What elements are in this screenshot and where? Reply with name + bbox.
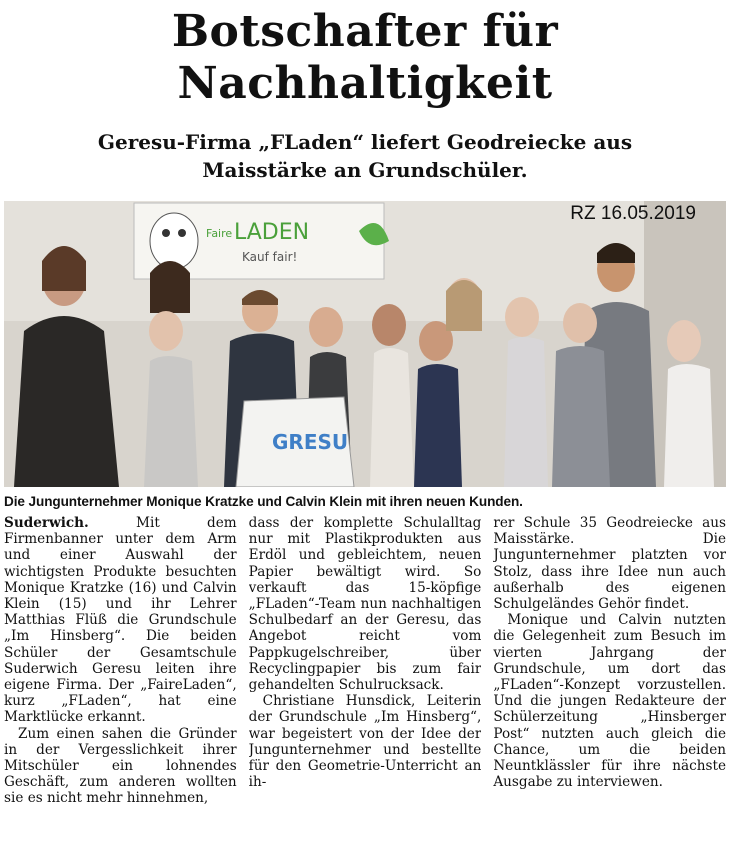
banner-slogan-text: Kauf fair! <box>242 250 298 264</box>
paragraph: rer Schule 35 Geodreiecke aus Maisstärke. Die Jungunternehmer platzten vor Stolz, dass ihre Idee nun auch außerhalb des eigenen Schulgeländes Gehör findet. <box>493 515 727 613</box>
paragraph: Monique und Calvin nutzten die Gelegenheit zum Besuch im vierten Jahrgang der Grundschule, um dort das „FLaden“-Konzept vorzustellen. Und die jungen Redakteure der Schülerzeitung „Hinsberger Post“ nutzten auch gleich die Chance, um die beiden Neuntklässler für ihre nächste Ausgabe zu interviewen. <box>493 612 727 791</box>
column-1 <box>4 515 237 840</box>
article-body <box>4 515 726 840</box>
headline-line-1: Botschafter für <box>171 6 559 57</box>
paragraph-text: Mit dem Firmenbanner unter dem Arm und einer Auswahl der wichtigsten Produkte besuchten Monique Kratzke (16) und Calvin Klein (15) und ihr Lehrer Matthias Flüß die Grundschule „Im Hinsberg“. Die beiden Schüler der Gesamtschule Suderwich Geresu leiten ihre eigene Firma. Der „FaireLaden“, kurz „FLaden“, hat eine Marktlücke erkannt. <box>4 515 237 726</box>
column-2 <box>249 515 482 840</box>
group-photo-illustration <box>4 201 726 487</box>
bag-logo-text: GRESU <box>272 430 349 454</box>
paragraph: Zum einen sahen die Gründer in der Vergesslichkeit ihrer Mitschüler ein lohnendes Geschäft, zum anderen wollten sie es nicht mehr hinnehmen, <box>4 725 237 807</box>
subheadline <box>0 128 730 184</box>
subheadline-line-2: Maisstärke an Grundschüler. <box>202 158 528 182</box>
banner-laden-text: LADEN <box>234 220 310 245</box>
paragraph: Christiane Hunsdick, Leiterin der Grundschule „Im Hinsberg“, war begeistert von der Idee der Jungunternehmer und bestellte für den Geometrie-Unterricht an ih- <box>248 693 482 791</box>
paragraph <box>4 515 237 726</box>
article-photo <box>4 201 726 487</box>
subheadline-line-1: Geresu-Firma „FLaden“ liefert Geodreiecke aus <box>97 130 633 154</box>
dateline: Suderwich. <box>4 515 89 531</box>
photo-caption: Die Jungunternehmer Monique Kratzke und Calvin Klein mit ihren neuen Kunden. <box>4 494 523 509</box>
headline <box>0 6 730 110</box>
column-3 <box>493 515 726 840</box>
date-stamp: RZ 16.05.2019 <box>570 203 696 224</box>
banner-faire-text: Faire <box>206 227 233 240</box>
paragraph: dass der komplette Schulalltag nur mit Plastikprodukten aus Erdöl und gebleichtem, neuen Papier bewältigt wird. So verkauft das 15-köpfige „FLaden“-Team nun nachhaltigen Schulbedarf an der Geresu, das Angebot reicht vom Pappkugelschreiber, über Recyclingpapier bis zum fair gehandelten Schulrucksack. <box>248 515 482 694</box>
headline-line-2: Nachhaltigkeit <box>177 58 553 109</box>
